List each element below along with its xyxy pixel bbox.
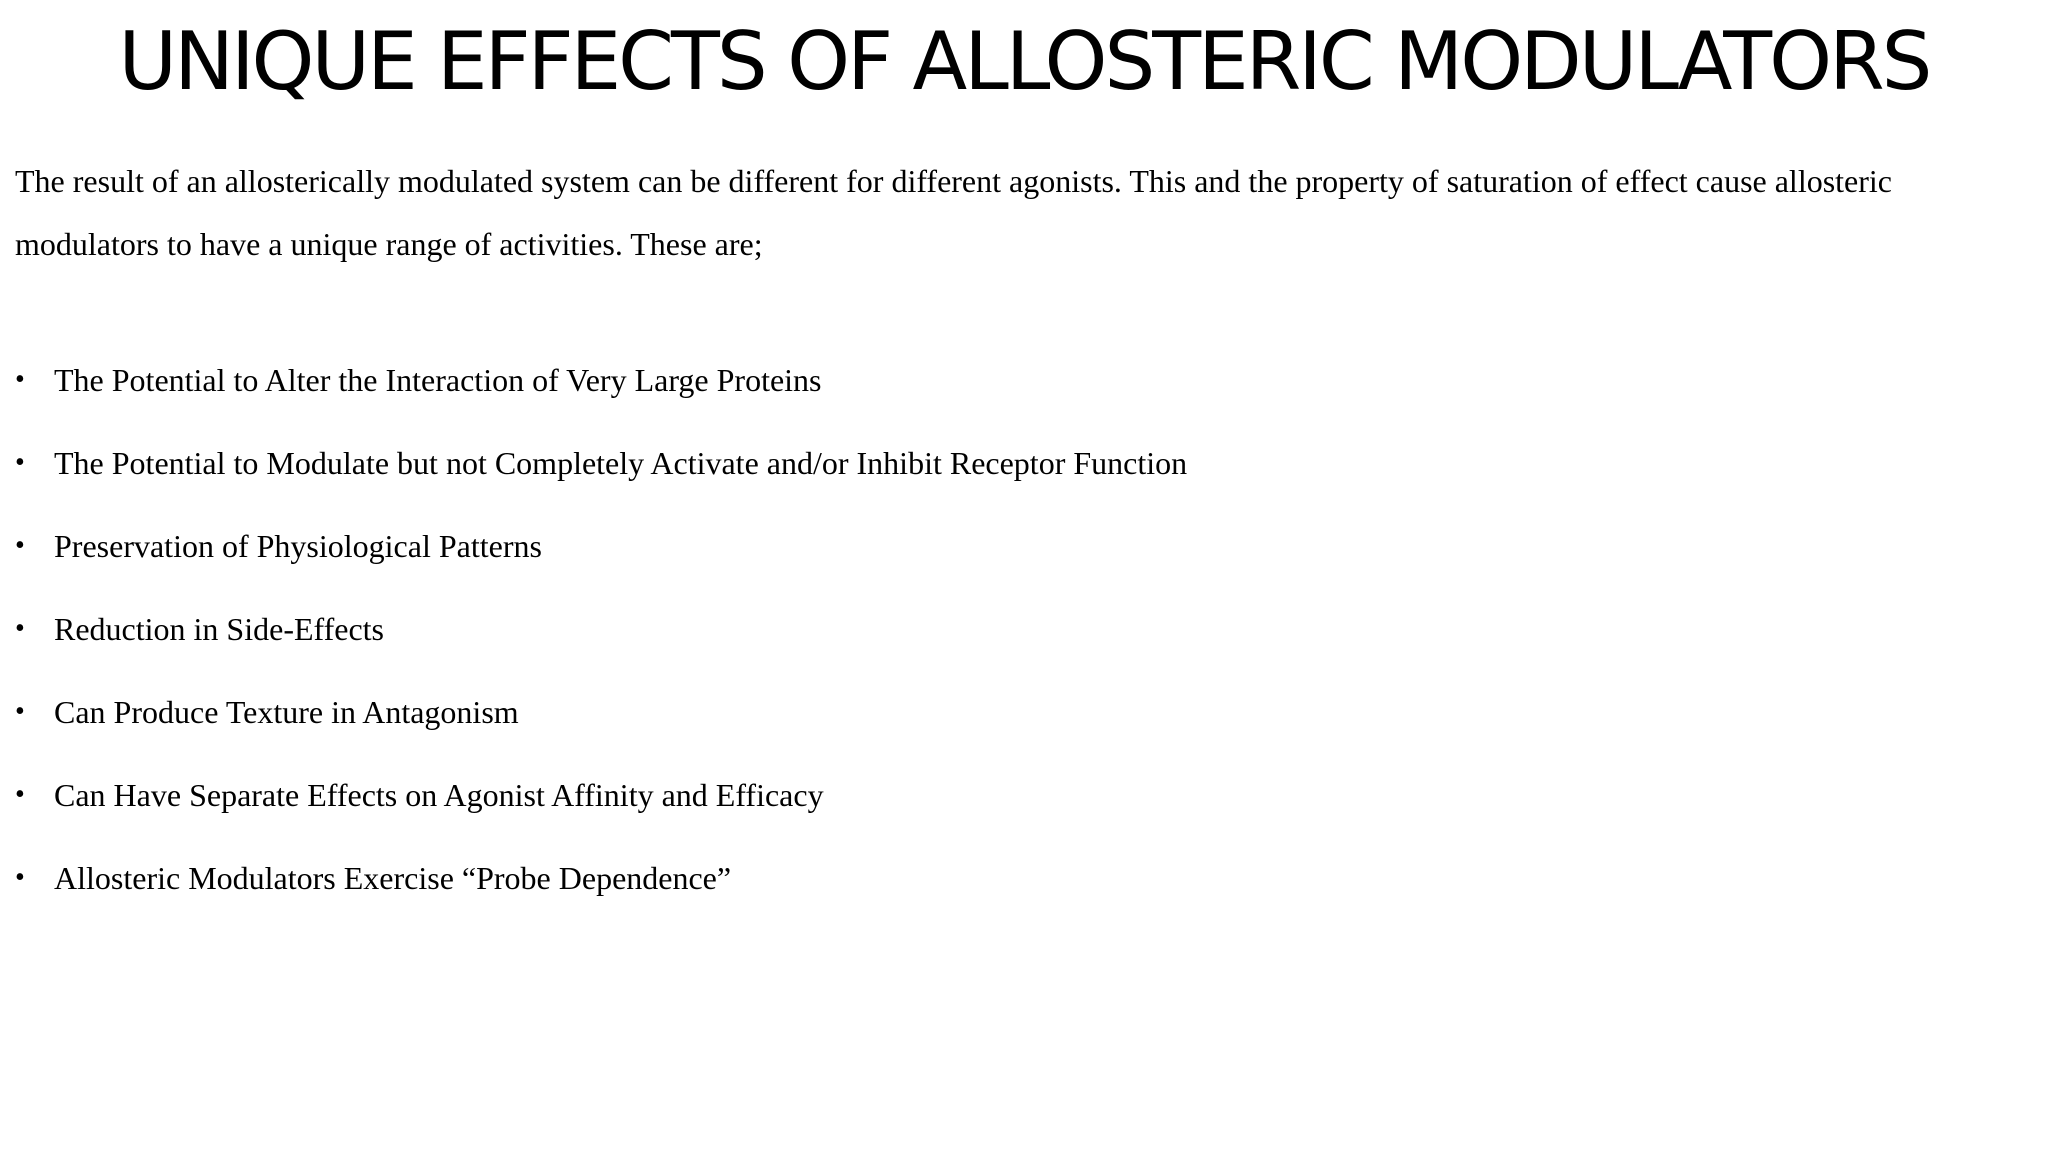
bullet-text: The Potential to Modulate but not Completely Activate and/or Inhibit Receptor Function xyxy=(54,445,1188,481)
bullet-item xyxy=(15,846,2015,929)
bullet-point-icon: • xyxy=(15,530,25,561)
bullet-item xyxy=(15,348,2015,431)
bullet-text: Can Have Separate Effects on Agonist Affinity and Efficacy xyxy=(54,777,824,813)
bullet-item xyxy=(15,680,2015,763)
bullet-text: Preservation of Physiological Patterns xyxy=(54,528,542,564)
bullet-point-icon: • xyxy=(15,364,25,395)
bullet-point-icon: • xyxy=(15,779,25,810)
bullet-item xyxy=(15,431,2015,514)
bullet-text: Allosteric Modulators Exercise “Probe Dependence” xyxy=(54,860,732,896)
bullet-point-icon: • xyxy=(15,862,25,893)
bullet-point-icon: • xyxy=(15,613,25,644)
bullet-point-icon: • xyxy=(15,696,25,727)
bullet-text: The Potential to Alter the Interaction of Very Large Proteins xyxy=(54,362,822,398)
bullet-point-icon: • xyxy=(15,447,25,478)
bullet-item xyxy=(15,597,2015,680)
intro-paragraph: The result of an allosterically modulated system can be different for different agonists. This and the property of saturation of effect cause allosteric modulators to have a unique range of activities. These are; xyxy=(15,163,1892,262)
bullet-item xyxy=(15,763,2015,846)
bullet-item xyxy=(15,514,2015,597)
bullet-text: Can Produce Texture in Antagonism xyxy=(54,694,519,730)
slide-title: UNIQUE EFFECTS OF ALLOSTERIC MODULATORS xyxy=(118,15,1930,108)
bullet-text: Reduction in Side-Effects xyxy=(54,611,384,647)
bullet-list xyxy=(15,348,2015,929)
